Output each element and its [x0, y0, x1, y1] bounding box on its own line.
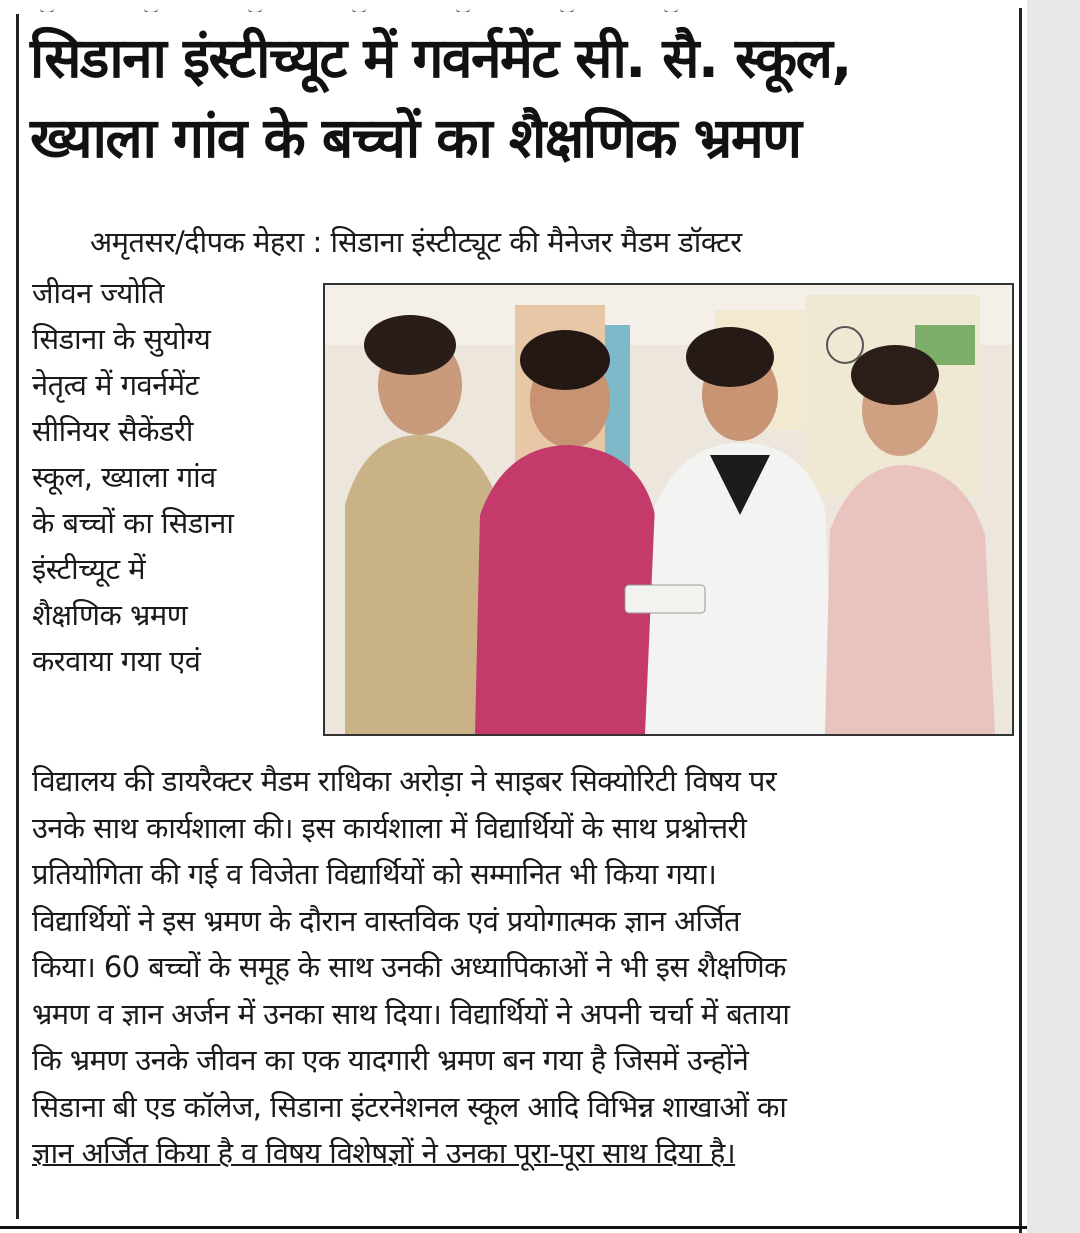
side-line: सीनियर सैकेंडरी: [32, 414, 193, 448]
side-line: जीवन ज्योति: [32, 276, 164, 310]
column-rule-right: [1019, 8, 1022, 1233]
body-line: कि भ्रमण उनके जीवन का एक यादगारी भ्रमण बन गया है जिसमें उन्होंने: [32, 1043, 749, 1077]
byline: अमृतसर/दीपक मेहरा : सिडाना इंस्टीट्यूट की मैनेजर मैडम डॉक्टर: [90, 225, 742, 259]
body-line: ज्ञान अर्जित किया है व विषय विशेषज्ञों ने उनका पूरा-पूरा साथ दिया है।: [32, 1136, 736, 1170]
side-line: सिडाना के सुयोग्य: [32, 322, 211, 356]
side-line: इंस्टीच्यूट में: [32, 552, 146, 586]
side-line: स्कूल, ख्याला गांव: [32, 460, 216, 494]
headline-line-1: सिडाना इंस्टीच्यूट में गवर्नमेंट सी. सै. स्कूल,: [30, 26, 851, 90]
body-line: सिडाना बी एड कॉलेज, सिडाना इंटरनेशनल स्कूल आदि विभिन्न शाखाओं का: [32, 1089, 787, 1124]
headline: [30, 18, 1015, 178]
body-line: किया। 60 बच्चों के समूह के साथ उनकी अध्यापिकाओं ने भी इस शैक्षणिक: [32, 950, 786, 984]
body-line: भ्रमण व ज्ञान अर्जन में उनका साथ दिया। विद्यार्थियों ने अपनी चर्चा में बताया: [32, 996, 790, 1031]
side-line: नेतृत्व में गवर्नमेंट: [32, 368, 199, 402]
article-body: [32, 758, 1017, 1177]
column-rule-left: [16, 14, 19, 1219]
side-line: शैक्षणिक भ्रमण: [32, 598, 188, 632]
body-line: उनके साथ कार्यशाला की। इस कार्यशाला में विद्यार्थियों के साथ प्रश्नोत्तरी: [32, 810, 747, 845]
headline-line-2: ख्याला गांव के बच्चों का शैक्षणिक भ्रमण: [30, 106, 801, 170]
page-margin-strip: [1027, 0, 1080, 1233]
side-column-text: [32, 270, 312, 684]
photo-illustration: [325, 285, 1012, 734]
person-4-shirt: [825, 465, 995, 734]
body-line: विद्यालय की डायरैक्टर मैडम राधिका अरोड़ा ने साइबर सिक्योरिटी विषय पर: [32, 764, 776, 798]
page-bottom-rule: [0, 1226, 1027, 1229]
news-photo: [323, 283, 1014, 736]
body-line: विद्यार्थियों ने इस भ्रमण के दौरान वास्तविक एवं प्रयोगात्मक ज्ञान अर्जित: [32, 903, 740, 938]
side-line: करवाया गया एवं: [32, 644, 201, 678]
gift-item: [625, 585, 705, 613]
body-line: प्रतियोगिता की गई व विजेता विद्यार्थियों को सम्मानित भी किया गया।: [32, 857, 717, 891]
side-line: के बच्चों का सिडाना: [32, 506, 234, 540]
cropped-previous-text: [40, 0, 1000, 12]
